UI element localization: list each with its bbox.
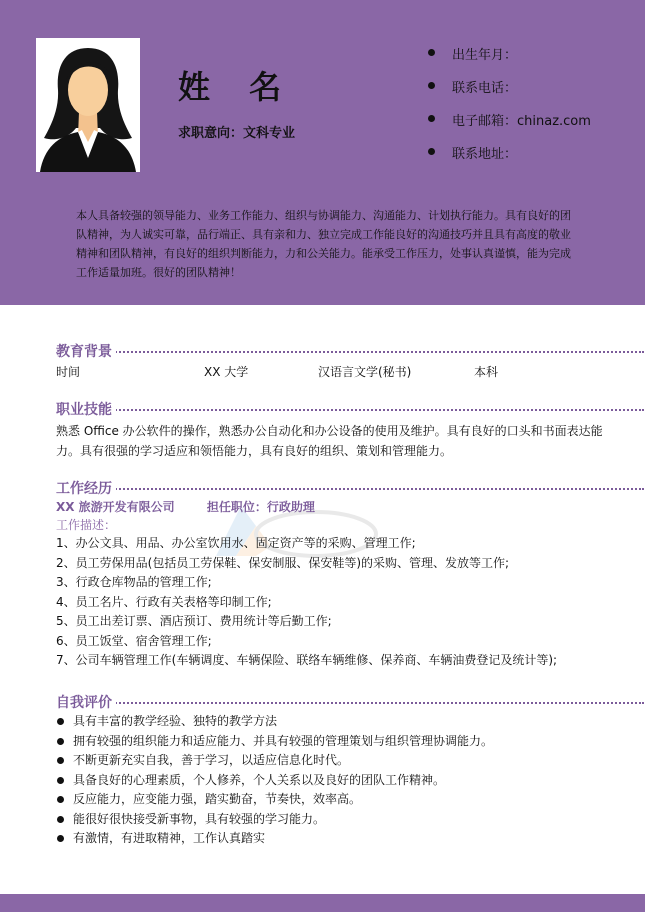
work-header <box>56 498 644 516</box>
header-banner <box>0 0 645 305</box>
bullet-icon <box>57 835 64 842</box>
avatar <box>36 38 140 172</box>
list-item: 1、办公文具、用品、办公室饮用水、固定资产等的采购、管理工作; <box>56 536 416 550</box>
edu-school: XX 大学 <box>204 365 249 379</box>
self-evaluation-list <box>56 712 644 849</box>
self-evaluation-section <box>56 692 644 849</box>
bullet-icon <box>428 49 435 56</box>
job-position: 担任职位：行政助理 <box>206 500 315 514</box>
summary-text: 本人具备较强的领导能力、业务工作能力、组织与协调能力、沟通能力、计划执行能力。具有良好的团队精神，为人诚实可靠，品行端正、具有亲和力、独立完成工作能良好的沟通技巧并且具有高度的敬业精神和团队精神，有良好的组织判断能力，力和公关能力。能承受工作压力，处事认真谨慎，能为完成工作适量加班。很好的团队精神！ <box>76 209 571 279</box>
list-item: 有激情，有进取精神，工作认真踏实 <box>56 829 644 849</box>
list-item: 2、员工劳保用品(包括员工劳保鞋、保安制服、保安鞋等)的采购、管理、发放等工作; <box>56 555 510 570</box>
list-item: 具有丰富的教学经验、独特的教学方法 <box>56 712 644 732</box>
edu-degree: 本科 <box>474 365 499 379</box>
section-title-text: 教育背景 <box>56 344 116 360</box>
bullet-icon <box>57 796 64 803</box>
bullet-icon <box>428 82 435 89</box>
list-item: 3、行政仓库物品的管理工作; <box>56 575 212 589</box>
education-section <box>56 341 644 383</box>
footer-bar <box>0 894 645 912</box>
list-item: 拥有较强的组织能力和适应能力、并具有较强的管理策划与组织管理协调能力。 <box>56 732 644 752</box>
info-label: 出生年月： <box>452 48 518 63</box>
list-item: 6、员工饭堂、宿舍管理工作; <box>56 633 212 648</box>
woman-avatar-icon <box>36 38 140 172</box>
list-item: 反应能力，应变能力强，踏实勤奋，节奏快，效率高。 <box>56 790 644 810</box>
dotted-divider <box>56 351 644 353</box>
section-title-work <box>56 478 644 498</box>
info-label: 联系地址： <box>452 147 518 162</box>
edu-major: 汉语言文学(秘书) <box>318 365 412 379</box>
list-item: 4、员工名片、行政有关表格等印制工作; <box>56 594 272 609</box>
list-item: 5、员工出差订票、酒店预订、费用统计等后勤工作; <box>56 614 332 628</box>
bullet-icon <box>57 738 64 745</box>
work-section <box>56 478 644 671</box>
work-desc-label: 工作描述： <box>56 518 117 532</box>
bullet-icon <box>57 757 64 764</box>
candidate-name: 姓 名 <box>178 68 296 106</box>
company-name: XX 旅游开发有限公司 <box>56 500 175 514</box>
info-label: 联系电话： <box>452 81 518 96</box>
job-intent: 求职意向：文科专业 <box>178 126 296 141</box>
list-item: 能很好很快接受新事物，具有较强的学习能力。 <box>56 810 644 830</box>
work-duties-list <box>56 534 644 671</box>
section-title-education <box>56 341 644 361</box>
bullet-icon <box>428 115 435 122</box>
bullet-icon <box>57 816 64 823</box>
skills-section <box>56 399 644 461</box>
section-title-text: 工作经历 <box>56 481 116 497</box>
education-row <box>56 363 644 383</box>
edu-time: 时间 <box>56 365 81 379</box>
dotted-divider <box>56 488 644 490</box>
dotted-divider <box>56 409 644 411</box>
list-item: 7、公司车辆管理工作(车辆调度、车辆保险、联络车辆维修、保养商、车辆油费登记及统计等); <box>56 653 558 667</box>
list-item: 具备良好的心理素质，个人修养，个人关系以及良好的团队工作精神。 <box>56 771 644 791</box>
bullet-icon <box>57 777 64 784</box>
info-label: 电子邮箱：chinaz.com <box>452 114 591 129</box>
section-title-text: 自我评价 <box>56 695 116 711</box>
list-item: 不断更新充实自我，善于学习，以适应信息化时代。 <box>56 751 644 771</box>
bullet-icon <box>428 148 435 155</box>
section-title-self <box>56 692 644 712</box>
skills-text: 熟悉 Office 办公软件的操作，熟悉办公自动化和办公设备的使用及维护。具有良好的口头和书面表达能力。具有很强的学习适应和领悟能力，具有良好的组织、策划和管理能力。 <box>56 424 603 458</box>
section-title-skills <box>56 399 644 419</box>
bullet-icon <box>57 718 64 725</box>
dotted-divider <box>56 702 644 704</box>
section-title-text: 职业技能 <box>56 402 116 418</box>
